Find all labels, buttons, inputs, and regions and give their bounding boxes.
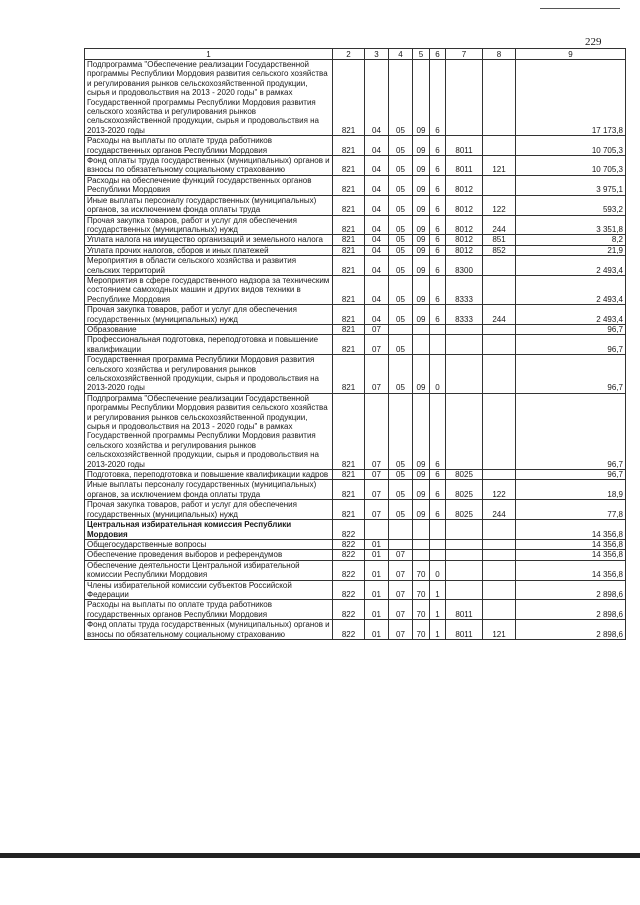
section-cell: 07 bbox=[365, 355, 389, 394]
subsection-cell: 05 bbox=[389, 156, 413, 176]
subprogram-cell: 6 bbox=[430, 235, 446, 245]
section-cell: 04 bbox=[365, 256, 389, 276]
table-row bbox=[85, 500, 626, 520]
subsection-cell: 05 bbox=[389, 215, 413, 235]
subprogram-cell: 6 bbox=[430, 275, 446, 304]
program-cell: 09 bbox=[413, 500, 430, 520]
program-cell: 09 bbox=[413, 175, 430, 195]
section-cell: 04 bbox=[365, 175, 389, 195]
program-cell: 09 bbox=[413, 195, 430, 215]
amount-cell: 2 493,4 bbox=[516, 275, 626, 304]
amount-cell: 96,7 bbox=[516, 324, 626, 334]
amount-cell: 18,9 bbox=[516, 480, 626, 500]
code-cell: 821 bbox=[333, 305, 365, 325]
code-cell: 822 bbox=[333, 560, 365, 580]
subsection-cell: 05 bbox=[389, 195, 413, 215]
table-row bbox=[85, 393, 626, 469]
section-cell: 01 bbox=[365, 539, 389, 549]
table-row bbox=[85, 539, 626, 549]
item-cell bbox=[446, 539, 483, 549]
table-row bbox=[85, 520, 626, 540]
code-cell: 821 bbox=[333, 195, 365, 215]
expense-type-cell: 244 bbox=[483, 215, 516, 235]
subsection-cell: 05 bbox=[389, 136, 413, 156]
item-cell bbox=[446, 520, 483, 540]
subprogram-cell: 6 bbox=[430, 175, 446, 195]
amount-cell: 2 898,6 bbox=[516, 620, 626, 640]
item-cell bbox=[446, 580, 483, 600]
table-row bbox=[85, 60, 626, 136]
subprogram-cell: 6 bbox=[430, 60, 446, 136]
row-name-cell: Фонд оплаты труда государственных (муниципальных) органов и взносы по обязательному социальному страхованию bbox=[85, 620, 333, 640]
item-cell: 8011 bbox=[446, 136, 483, 156]
subprogram-cell: 6 bbox=[430, 393, 446, 469]
expense-type-cell: 121 bbox=[483, 620, 516, 640]
subsection-cell: 05 bbox=[389, 235, 413, 245]
program-cell bbox=[413, 539, 430, 549]
subprogram-cell bbox=[430, 550, 446, 560]
table-row bbox=[85, 580, 626, 600]
budget-table bbox=[84, 48, 626, 640]
item-cell bbox=[446, 393, 483, 469]
amount-cell: 8,2 bbox=[516, 235, 626, 245]
section-cell: 07 bbox=[365, 500, 389, 520]
section-cell: 07 bbox=[365, 393, 389, 469]
row-name-cell: Расходы на выплаты по оплате труда работников государственных органов Республики Мордовия bbox=[85, 600, 333, 620]
page-number: 229 bbox=[585, 36, 602, 48]
section-cell: 01 bbox=[365, 580, 389, 600]
section-cell: 07 bbox=[365, 470, 389, 480]
row-name-cell: Иные выплаты персоналу государственных (муниципальных) органов, за исключением фонда оплаты труда bbox=[85, 195, 333, 215]
amount-cell: 10 705,3 bbox=[516, 136, 626, 156]
subsection-cell: 05 bbox=[389, 275, 413, 304]
row-name-cell: Профессиональная подготовка, переподготовка и повышение квалификации bbox=[85, 335, 333, 355]
program-cell bbox=[413, 335, 430, 355]
item-cell: 8012 bbox=[446, 235, 483, 245]
subprogram-cell: 1 bbox=[430, 580, 446, 600]
code-cell: 822 bbox=[333, 600, 365, 620]
item-cell: 8025 bbox=[446, 470, 483, 480]
expense-type-cell bbox=[483, 560, 516, 580]
row-name-cell: Мероприятия в области сельского хозяйства и развития сельских территорий bbox=[85, 256, 333, 276]
section-cell: 04 bbox=[365, 136, 389, 156]
expense-type-cell bbox=[483, 539, 516, 549]
program-cell: 09 bbox=[413, 245, 430, 255]
code-cell: 821 bbox=[333, 245, 365, 255]
item-cell: 8333 bbox=[446, 305, 483, 325]
row-name-cell: Расходы на выплаты по оплате труда работников государственных органов Республики Мордовия bbox=[85, 136, 333, 156]
section-cell: 07 bbox=[365, 480, 389, 500]
section-cell: 04 bbox=[365, 275, 389, 304]
code-cell: 821 bbox=[333, 324, 365, 334]
section-cell: 04 bbox=[365, 235, 389, 245]
item-cell: 8012 bbox=[446, 215, 483, 235]
row-name-cell: Члены избирательной комиссии субъектов Российской Федерации bbox=[85, 580, 333, 600]
expense-type-cell bbox=[483, 335, 516, 355]
subsection-cell: 07 bbox=[389, 580, 413, 600]
program-cell: 70 bbox=[413, 620, 430, 640]
subsection-cell: 05 bbox=[389, 355, 413, 394]
expense-type-cell bbox=[483, 600, 516, 620]
expense-type-cell bbox=[483, 550, 516, 560]
amount-cell: 96,7 bbox=[516, 470, 626, 480]
code-cell: 821 bbox=[333, 235, 365, 245]
amount-cell: 3 975,1 bbox=[516, 175, 626, 195]
expense-type-cell bbox=[483, 520, 516, 540]
program-cell: 70 bbox=[413, 600, 430, 620]
code-cell: 821 bbox=[333, 355, 365, 394]
header-cell: 9 bbox=[516, 49, 626, 60]
program-cell: 70 bbox=[413, 580, 430, 600]
subsection-cell: 07 bbox=[389, 550, 413, 560]
amount-cell: 14 356,8 bbox=[516, 550, 626, 560]
subprogram-cell: 0 bbox=[430, 560, 446, 580]
expense-type-cell: 851 bbox=[483, 235, 516, 245]
program-cell: 09 bbox=[413, 256, 430, 276]
subsection-cell: 05 bbox=[389, 245, 413, 255]
subprogram-cell: 6 bbox=[430, 215, 446, 235]
amount-cell: 2 493,4 bbox=[516, 305, 626, 325]
item-cell: 8012 bbox=[446, 245, 483, 255]
amount-cell: 2 493,4 bbox=[516, 256, 626, 276]
code-cell: 821 bbox=[333, 275, 365, 304]
program-cell bbox=[413, 324, 430, 334]
subsection-cell: 05 bbox=[389, 305, 413, 325]
amount-cell: 2 898,6 bbox=[516, 580, 626, 600]
header-cell: 3 bbox=[365, 49, 389, 60]
item-cell bbox=[446, 560, 483, 580]
row-name-cell: Прочая закупка товаров, работ и услуг для обеспечения государственных (муниципальных) нужд bbox=[85, 215, 333, 235]
row-name-cell: Обеспечение проведения выборов и референдумов bbox=[85, 550, 333, 560]
section-cell: 04 bbox=[365, 156, 389, 176]
expense-type-cell bbox=[483, 580, 516, 600]
item-cell: 8011 bbox=[446, 620, 483, 640]
section-cell: 04 bbox=[365, 245, 389, 255]
subsection-cell: 05 bbox=[389, 175, 413, 195]
program-cell: 09 bbox=[413, 355, 430, 394]
code-cell: 821 bbox=[333, 480, 365, 500]
item-cell: 8025 bbox=[446, 500, 483, 520]
table-row bbox=[85, 324, 626, 334]
subprogram-cell bbox=[430, 539, 446, 549]
table-row bbox=[85, 275, 626, 304]
subsection-cell: 07 bbox=[389, 600, 413, 620]
row-name-cell: Прочая закупка товаров, работ и услуг для обеспечения государственных (муниципальных) нужд bbox=[85, 500, 333, 520]
subprogram-cell: 6 bbox=[430, 305, 446, 325]
section-cell: 07 bbox=[365, 324, 389, 334]
expense-type-cell bbox=[483, 470, 516, 480]
table-row bbox=[85, 355, 626, 394]
table-row bbox=[85, 175, 626, 195]
table-row bbox=[85, 335, 626, 355]
amount-cell: 14 356,8 bbox=[516, 520, 626, 540]
row-name-cell: Подпрограмма "Обеспечение реализации Государственной программы Республики Мордовия развития сельского хозяйства и регулирования рынков сельскохозяйственной продукции, сырья и продовольствия на 2013 - 2020 годы" в рамках Государственной программы Республики Мордовия развития сельского хозяйства и регулирования рынков сельскохозяйственной продукции, сырья и продовольствия на 2013-2020 годы bbox=[85, 393, 333, 469]
amount-cell: 10 705,3 bbox=[516, 156, 626, 176]
table-row bbox=[85, 215, 626, 235]
amount-cell: 3 351,8 bbox=[516, 215, 626, 235]
table-row bbox=[85, 256, 626, 276]
code-cell: 821 bbox=[333, 136, 365, 156]
expense-type-cell bbox=[483, 324, 516, 334]
subsection-cell: 05 bbox=[389, 335, 413, 355]
section-cell: 01 bbox=[365, 550, 389, 560]
program-cell: 09 bbox=[413, 393, 430, 469]
row-name-cell: Образование bbox=[85, 324, 333, 334]
subsection-cell: 05 bbox=[389, 60, 413, 136]
row-name-cell: Прочая закупка товаров, работ и услуг для обеспечения государственных (муниципальных) нужд bbox=[85, 305, 333, 325]
expense-type-cell bbox=[483, 175, 516, 195]
code-cell: 821 bbox=[333, 175, 365, 195]
table-row bbox=[85, 620, 626, 640]
section-cell: 04 bbox=[365, 305, 389, 325]
item-cell: 8012 bbox=[446, 175, 483, 195]
row-name-cell: Государственная программа Республики Мордовия развития сельского хозяйства и регулирования рынков сельскохозяйственной продукции, сырья и продовольствия на 2013-2020 годы bbox=[85, 355, 333, 394]
subprogram-cell: 6 bbox=[430, 480, 446, 500]
code-cell: 821 bbox=[333, 470, 365, 480]
row-name-cell: Подпрограмма "Обеспечение реализации Государственной программы Республики Мордовия развития сельского хозяйства и регулирования рынков сельскохозяйственной продукции, сырья и продовольствия на 2013 - 2020 годы" в рамках Государственной программы Республики Мордовия развития сельского хозяйства и регулирования рынков сельскохозяйственной продукции, сырья и продовольствия на 2013-2020 годы bbox=[85, 60, 333, 136]
code-cell: 821 bbox=[333, 156, 365, 176]
row-name-cell: Фонд оплаты труда государственных (муниципальных) органов и взносы по обязательному социальному страхованию bbox=[85, 156, 333, 176]
subsection-cell: 07 bbox=[389, 620, 413, 640]
subsection-cell: 05 bbox=[389, 500, 413, 520]
bottom-scan-bar bbox=[0, 853, 640, 858]
code-cell: 821 bbox=[333, 393, 365, 469]
program-cell: 09 bbox=[413, 470, 430, 480]
program-cell: 09 bbox=[413, 215, 430, 235]
amount-cell: 77,8 bbox=[516, 500, 626, 520]
expense-type-cell: 122 bbox=[483, 480, 516, 500]
program-cell: 09 bbox=[413, 275, 430, 304]
table-row bbox=[85, 245, 626, 255]
subprogram-cell: 0 bbox=[430, 355, 446, 394]
subprogram-cell: 6 bbox=[430, 156, 446, 176]
program-cell: 09 bbox=[413, 480, 430, 500]
expense-type-cell: 121 bbox=[483, 156, 516, 176]
row-name-cell: Общегосударственные вопросы bbox=[85, 539, 333, 549]
expense-type-cell bbox=[483, 136, 516, 156]
subsection-cell bbox=[389, 324, 413, 334]
code-cell: 822 bbox=[333, 550, 365, 560]
code-cell: 822 bbox=[333, 620, 365, 640]
row-name-cell: Мероприятия в сфере государственного надзора за техническим состоянием самоходных машин и других видов техники в Республике Мордовия bbox=[85, 275, 333, 304]
row-name-cell: Центральная избирательная комиссия Республики Мордовия bbox=[85, 520, 333, 540]
amount-cell: 96,7 bbox=[516, 335, 626, 355]
subprogram-cell: 6 bbox=[430, 136, 446, 156]
code-cell: 821 bbox=[333, 215, 365, 235]
expense-type-cell: 244 bbox=[483, 500, 516, 520]
code-cell: 821 bbox=[333, 500, 365, 520]
program-cell bbox=[413, 550, 430, 560]
section-cell: 04 bbox=[365, 195, 389, 215]
subprogram-cell: 6 bbox=[430, 245, 446, 255]
subprogram-cell bbox=[430, 335, 446, 355]
header-cell: 8 bbox=[483, 49, 516, 60]
section-cell: 04 bbox=[365, 215, 389, 235]
expense-type-cell bbox=[483, 275, 516, 304]
program-cell: 09 bbox=[413, 136, 430, 156]
header-cell: 5 bbox=[413, 49, 430, 60]
program-cell: 09 bbox=[413, 156, 430, 176]
code-cell: 821 bbox=[333, 60, 365, 136]
row-name-cell: Расходы на обеспечение функций государственных органов Республики Мордовия bbox=[85, 175, 333, 195]
subprogram-cell: 1 bbox=[430, 600, 446, 620]
item-cell: 8300 bbox=[446, 256, 483, 276]
expense-type-cell bbox=[483, 60, 516, 136]
code-cell: 821 bbox=[333, 335, 365, 355]
section-cell: 01 bbox=[365, 600, 389, 620]
amount-cell: 96,7 bbox=[516, 393, 626, 469]
section-cell: 04 bbox=[365, 60, 389, 136]
table-row bbox=[85, 560, 626, 580]
section-cell: 01 bbox=[365, 560, 389, 580]
header-cell: 6 bbox=[430, 49, 446, 60]
subsection-cell: 07 bbox=[389, 560, 413, 580]
code-cell: 822 bbox=[333, 520, 365, 540]
table-row bbox=[85, 550, 626, 560]
row-name-cell: Иные выплаты персоналу государственных (муниципальных) органов, за исключением фонда оплаты труда bbox=[85, 480, 333, 500]
item-cell bbox=[446, 60, 483, 136]
section-cell: 07 bbox=[365, 335, 389, 355]
table-row bbox=[85, 136, 626, 156]
amount-cell: 14 356,8 bbox=[516, 560, 626, 580]
table-row bbox=[85, 470, 626, 480]
item-cell bbox=[446, 550, 483, 560]
subprogram-cell: 6 bbox=[430, 500, 446, 520]
subprogram-cell: 6 bbox=[430, 470, 446, 480]
program-cell bbox=[413, 520, 430, 540]
item-cell: 8011 bbox=[446, 600, 483, 620]
item-cell bbox=[446, 324, 483, 334]
header-row bbox=[85, 49, 626, 60]
amount-cell: 96,7 bbox=[516, 355, 626, 394]
amount-cell: 593,2 bbox=[516, 195, 626, 215]
item-cell bbox=[446, 355, 483, 394]
subprogram-cell bbox=[430, 324, 446, 334]
expense-type-cell bbox=[483, 256, 516, 276]
subsection-cell: 05 bbox=[389, 256, 413, 276]
header-cell: 7 bbox=[446, 49, 483, 60]
table-row bbox=[85, 235, 626, 245]
item-cell bbox=[446, 335, 483, 355]
top-scan-line bbox=[540, 8, 620, 9]
amount-cell: 21,9 bbox=[516, 245, 626, 255]
subprogram-cell: 6 bbox=[430, 195, 446, 215]
table-row bbox=[85, 600, 626, 620]
expense-type-cell: 852 bbox=[483, 245, 516, 255]
row-name-cell: Уплата налога на имущество организаций и земельного налога bbox=[85, 235, 333, 245]
expense-type-cell bbox=[483, 355, 516, 394]
subprogram-cell: 1 bbox=[430, 620, 446, 640]
subsection-cell: 05 bbox=[389, 480, 413, 500]
program-cell: 09 bbox=[413, 305, 430, 325]
code-cell: 821 bbox=[333, 256, 365, 276]
expense-type-cell: 244 bbox=[483, 305, 516, 325]
header-cell: 1 bbox=[85, 49, 333, 60]
amount-cell: 17 173,8 bbox=[516, 60, 626, 136]
amount-cell: 14 356,8 bbox=[516, 539, 626, 549]
code-cell: 822 bbox=[333, 580, 365, 600]
code-cell: 822 bbox=[333, 539, 365, 549]
table-row bbox=[85, 305, 626, 325]
item-cell: 8025 bbox=[446, 480, 483, 500]
item-cell: 8333 bbox=[446, 275, 483, 304]
amount-cell: 2 898,6 bbox=[516, 600, 626, 620]
row-name-cell: Уплата прочих налогов, сборов и иных платежей bbox=[85, 245, 333, 255]
table-row bbox=[85, 195, 626, 215]
row-name-cell: Подготовка, переподготовка и повышение квалификации кадров bbox=[85, 470, 333, 480]
table-row bbox=[85, 480, 626, 500]
subprogram-cell: 6 bbox=[430, 256, 446, 276]
header-cell: 2 bbox=[333, 49, 365, 60]
subsection-cell bbox=[389, 539, 413, 549]
program-cell: 70 bbox=[413, 560, 430, 580]
section-cell bbox=[365, 520, 389, 540]
subsection-cell bbox=[389, 520, 413, 540]
subsection-cell: 05 bbox=[389, 470, 413, 480]
item-cell: 8012 bbox=[446, 195, 483, 215]
item-cell: 8011 bbox=[446, 156, 483, 176]
section-cell: 01 bbox=[365, 620, 389, 640]
subprogram-cell bbox=[430, 520, 446, 540]
program-cell: 09 bbox=[413, 60, 430, 136]
expense-type-cell bbox=[483, 393, 516, 469]
row-name-cell: Обеспечение деятельности Центральной избирательной комиссии Республики Мордовия bbox=[85, 560, 333, 580]
table-row bbox=[85, 156, 626, 176]
subsection-cell: 05 bbox=[389, 393, 413, 469]
expense-type-cell: 122 bbox=[483, 195, 516, 215]
header-cell: 4 bbox=[389, 49, 413, 60]
program-cell: 09 bbox=[413, 235, 430, 245]
